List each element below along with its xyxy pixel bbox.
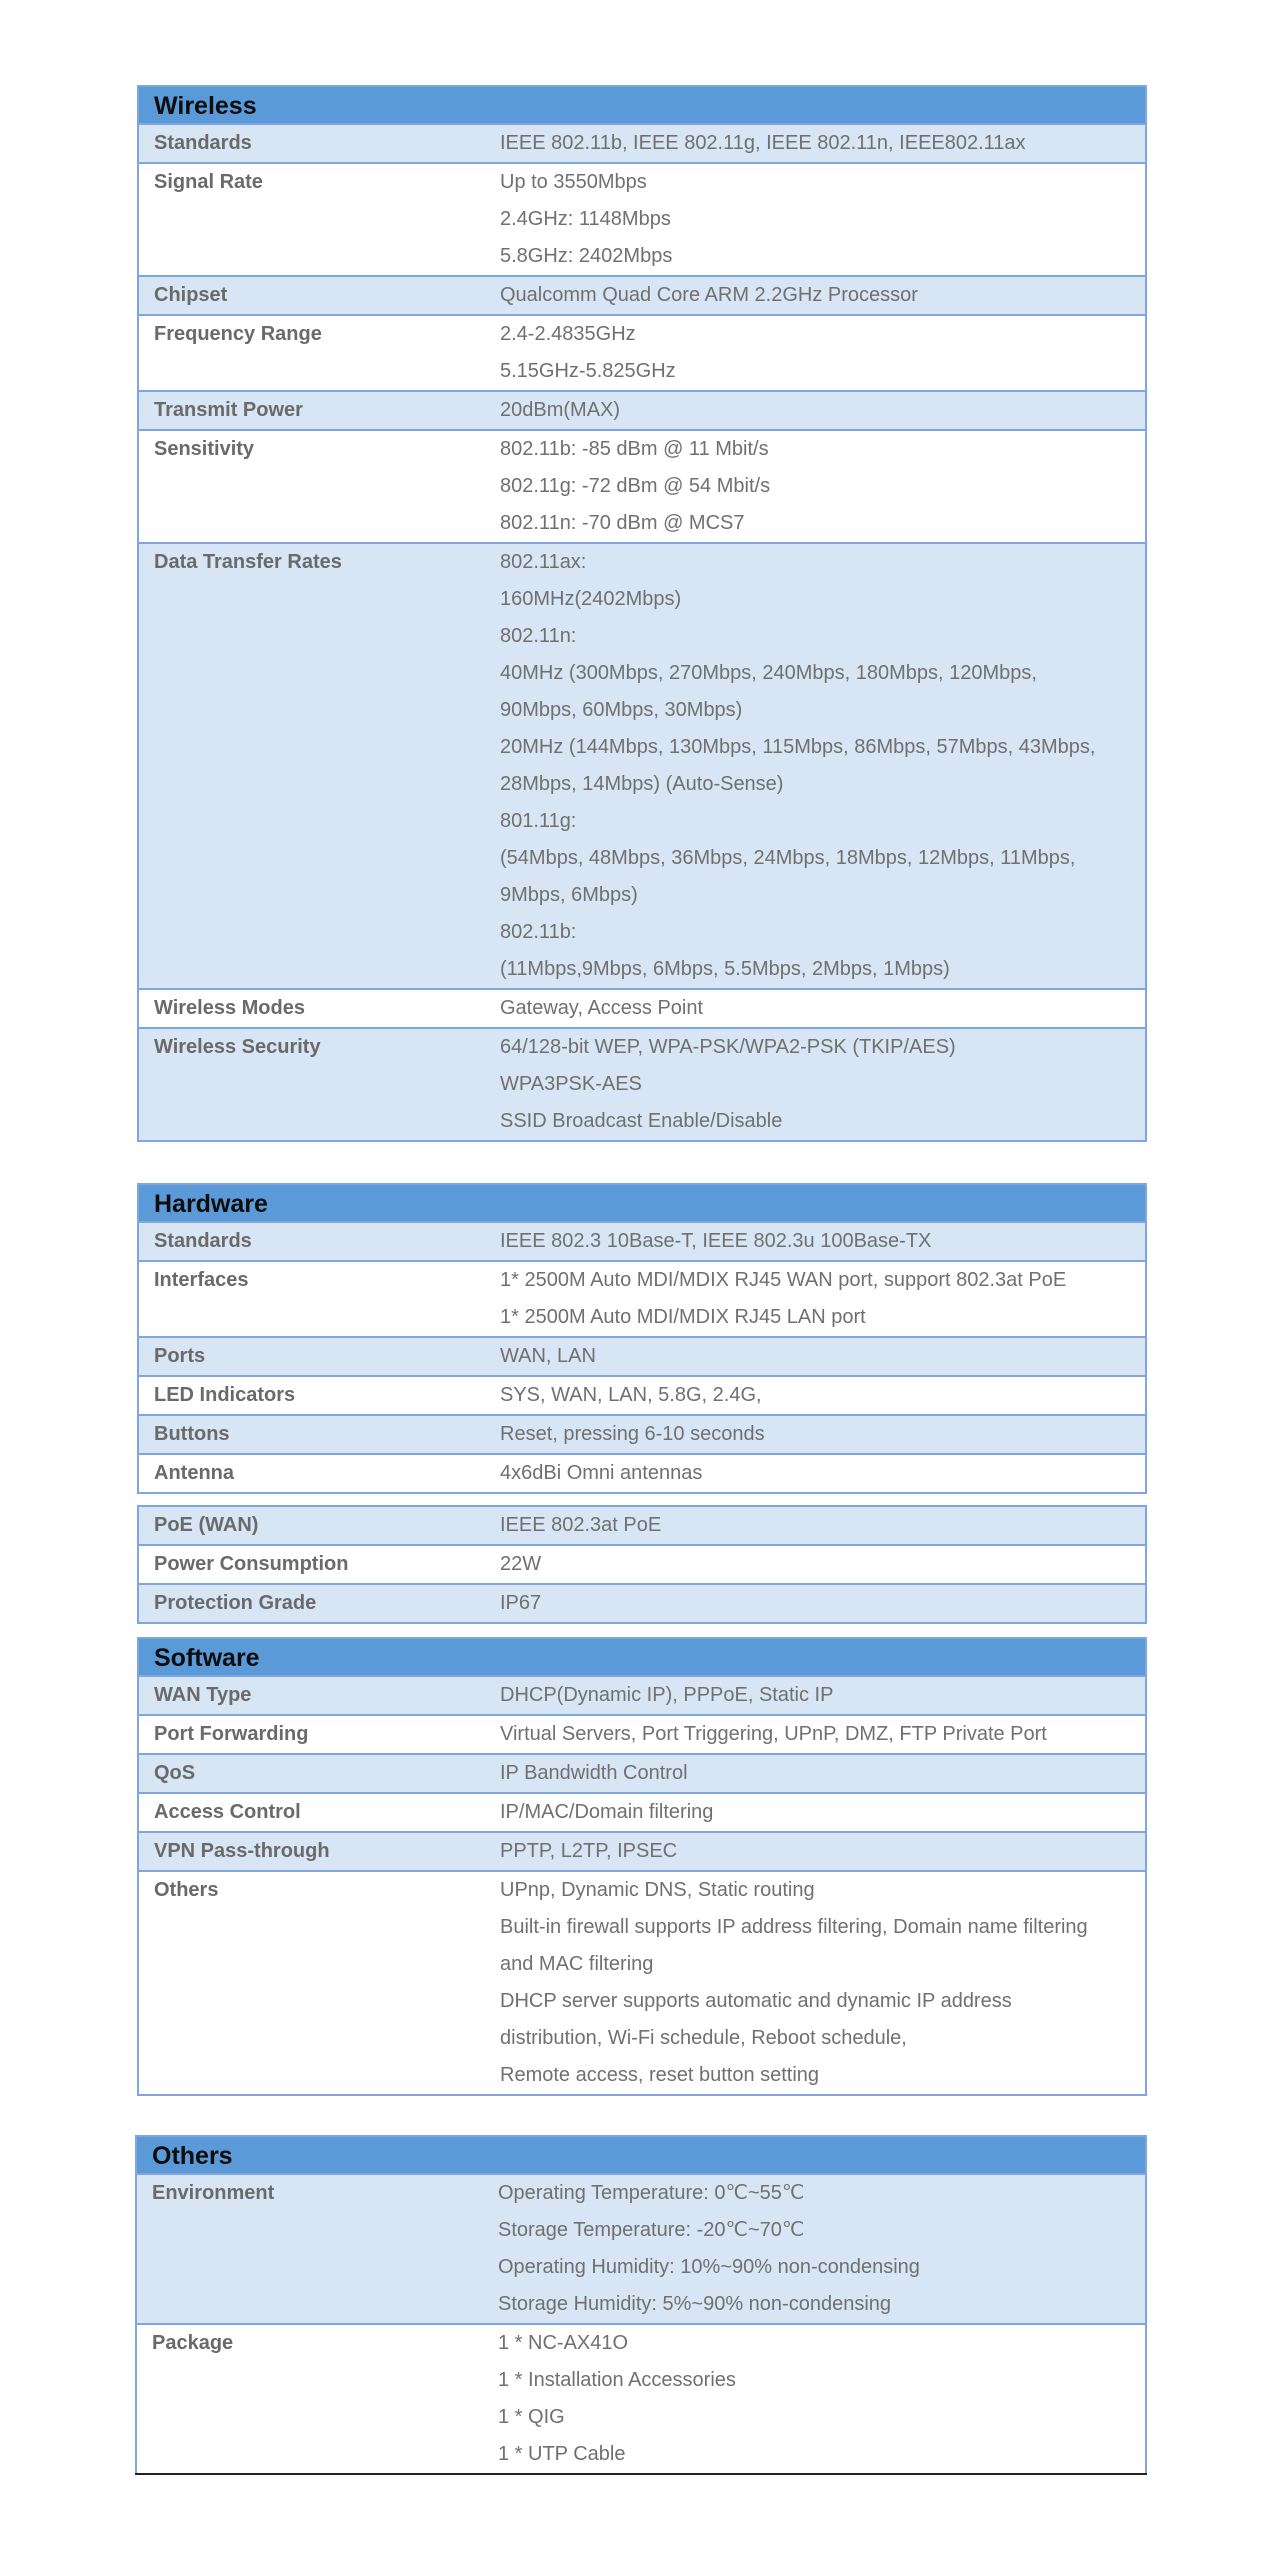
- power-section: [137, 1505, 1147, 1624]
- spec-value: [500, 1454, 1146, 1493]
- spec-row: [138, 1793, 1146, 1832]
- spec-label: Standards: [138, 124, 500, 163]
- spec-value-line: 4x6dBi Omni antennas: [500, 1462, 703, 1484]
- spec-value-line: 160MHz(2402Mbps): [500, 588, 682, 610]
- spec-label: Standards: [138, 1222, 500, 1261]
- spec-value-line: Qualcomm Quad Core ARM 2.2GHz Processor: [500, 284, 918, 306]
- section-title: Wireless: [137, 85, 1147, 123]
- spec-value: [500, 1376, 1146, 1415]
- software-section: [137, 1637, 1147, 2096]
- spec-value: [500, 124, 1146, 163]
- spec-value-line: 1* 2500M Auto MDI/MDIX RJ45 WAN port, support 802.3at PoE: [500, 1269, 1067, 1291]
- spec-value-line: IP Bandwidth Control: [500, 1762, 688, 1784]
- spec-value: [500, 276, 1146, 315]
- hardware-section: [137, 1183, 1147, 1494]
- spec-row: [138, 124, 1146, 163]
- spec-value-line: IEEE 802.11b, IEEE 802.11g, IEEE 802.11n, IEEE802.11ax: [500, 132, 1026, 154]
- spec-value-line: SYS, WAN, LAN, 5.8G, 2.4G,: [500, 1384, 762, 1406]
- spec-value: [498, 2174, 1146, 2324]
- spec-row: [138, 1584, 1146, 1623]
- spec-value-line: 5.8GHz: 2402Mbps: [500, 245, 673, 267]
- spec-table: [137, 1675, 1147, 2096]
- spec-value: [500, 163, 1146, 276]
- spec-value: [500, 1832, 1146, 1871]
- spec-label: Port Forwarding: [138, 1715, 500, 1754]
- spec-label: Wireless Modes: [138, 989, 500, 1028]
- spec-value: [500, 543, 1146, 989]
- spec-row: [138, 1871, 1146, 2095]
- spec-row: [138, 1506, 1146, 1545]
- spec-value-line: DHCP(Dynamic IP), PPPoE, Static IP: [500, 1684, 834, 1706]
- spec-value: [498, 2324, 1146, 2474]
- spec-label: Buttons: [138, 1415, 500, 1454]
- spec-value-line: PPTP, L2TP, IPSEC: [500, 1840, 678, 1862]
- spec-label: Data Transfer Rates: [138, 543, 500, 989]
- spec-value-line: 1 * QIG: [498, 2406, 565, 2428]
- spec-label: Environment: [136, 2174, 498, 2324]
- spec-label: Antenna: [138, 1454, 500, 1493]
- spec-value-line: IEEE 802.3 10Base-T, IEEE 802.3u 100Base-TX: [500, 1230, 932, 1252]
- spec-value: [500, 1222, 1146, 1261]
- spec-row: [138, 1754, 1146, 1793]
- spec-label: VPN Pass-through: [138, 1832, 500, 1871]
- spec-row: [138, 1376, 1146, 1415]
- spec-value-line: Up to 3550Mbps: [500, 171, 647, 193]
- spec-value: [500, 1415, 1146, 1454]
- spec-value-line: 90Mbps, 60Mbps, 30Mbps): [500, 699, 743, 721]
- spec-label: Access Control: [138, 1793, 500, 1832]
- spec-value: [500, 1871, 1146, 2095]
- spec-row: [138, 315, 1146, 391]
- spec-value: [500, 391, 1146, 430]
- spec-label: Others: [138, 1871, 500, 2095]
- spec-row: [138, 391, 1146, 430]
- spec-value-line: 2.4-2.4835GHz: [500, 323, 636, 345]
- spec-value-line: 9Mbps, 6Mbps): [500, 884, 638, 906]
- spec-label: Ports: [138, 1337, 500, 1376]
- spec-value-line: 28Mbps, 14Mbps) (Auto-Sense): [500, 773, 784, 795]
- spec-label: Protection Grade: [138, 1584, 500, 1623]
- spec-table: [137, 1505, 1147, 1624]
- spec-label: LED Indicators: [138, 1376, 500, 1415]
- spec-value-line: IP67: [500, 1592, 542, 1614]
- spec-value-line: 20MHz (144Mbps, 130Mbps, 115Mbps, 86Mbps, 57Mbps, 43Mbps,: [500, 736, 1096, 758]
- spec-row: [138, 430, 1146, 543]
- spec-row: [138, 276, 1146, 315]
- spec-value: [500, 989, 1146, 1028]
- spec-label: Chipset: [138, 276, 500, 315]
- spec-value-line: Storage Temperature: -20℃~70℃: [498, 2219, 805, 2241]
- spec-value-line: 801.11g:: [500, 810, 577, 832]
- spec-value-line: IP/MAC/Domain filtering: [500, 1801, 714, 1823]
- spec-value: [500, 1715, 1146, 1754]
- spec-value-line: Gateway, Access Point: [500, 997, 704, 1019]
- spec-value: [500, 1584, 1146, 1623]
- spec-value-line: WPA3PSK-AES: [500, 1073, 642, 1095]
- spec-label: Signal Rate: [138, 163, 500, 276]
- spec-label: Transmit Power: [138, 391, 500, 430]
- spec-value-line: 1 * Installation Accessories: [498, 2369, 736, 2391]
- spec-value-line: 802.11b: -85 dBm @ 11 Mbit/s: [500, 438, 769, 460]
- spec-value-line: Operating Temperature: 0℃~55℃: [498, 2182, 805, 2204]
- spec-value: [500, 315, 1146, 391]
- spec-value-line: (11Mbps,9Mbps, 6Mbps, 5.5Mbps, 2Mbps, 1Mbps): [500, 958, 950, 980]
- spec-value-line: 802.11g: -72 dBm @ 54 Mbit/s: [500, 475, 771, 497]
- spec-value-line: 1 * UTP Cable: [498, 2443, 626, 2465]
- spec-value: [500, 1028, 1146, 1141]
- spec-row: [136, 2174, 1146, 2324]
- spec-value-line: and MAC filtering: [500, 1953, 654, 1975]
- spec-value: [500, 430, 1146, 543]
- spec-value-line: DHCP server supports automatic and dynamic IP address: [500, 1990, 1012, 2012]
- section-title: Others: [135, 2135, 1147, 2173]
- spec-row: [136, 2324, 1146, 2474]
- spec-row: [138, 1337, 1146, 1376]
- spec-value-line: 802.11n:: [500, 625, 577, 647]
- spec-row: [138, 1676, 1146, 1715]
- spec-label: Wireless Security: [138, 1028, 500, 1141]
- spec-value: [500, 1261, 1146, 1337]
- spec-label: Interfaces: [138, 1261, 500, 1337]
- spec-value: [500, 1676, 1146, 1715]
- spec-label: Sensitivity: [138, 430, 500, 543]
- spec-value-line: Operating Humidity: 10%~90% non-condensing: [498, 2256, 920, 2278]
- spec-table: [137, 1221, 1147, 1494]
- wireless-section: [137, 85, 1147, 1142]
- spec-value-line: UPnp, Dynamic DNS, Static routing: [500, 1879, 815, 1901]
- spec-value-line: 22W: [500, 1553, 542, 1575]
- spec-value-line: distribution, Wi-Fi schedule, Reboot schedule,: [500, 2027, 907, 2049]
- spec-row: [138, 1454, 1146, 1493]
- spec-value-line: Reset, pressing 6-10 seconds: [500, 1423, 765, 1445]
- spec-value-line: Storage Humidity: 5%~90% non-condensing: [498, 2293, 892, 2315]
- spec-row: [138, 543, 1146, 989]
- spec-row: [138, 163, 1146, 276]
- spec-value-line: WAN, LAN: [500, 1345, 596, 1367]
- spec-value-line: 2.4GHz: 1148Mbps: [500, 208, 671, 230]
- spec-value-line: 5.15GHz-5.825GHz: [500, 360, 676, 382]
- spec-value-line: Remote access, reset button setting: [500, 2064, 820, 2086]
- spec-row: [138, 1715, 1146, 1754]
- spec-value-line: Built-in firewall supports IP address filtering, Domain name filtering: [500, 1916, 1088, 1938]
- spec-table: [135, 2173, 1147, 2475]
- spec-value: [500, 1337, 1146, 1376]
- spec-label: QoS: [138, 1754, 500, 1793]
- spec-value-line: 64/128-bit WEP, WPA-PSK/WPA2-PSK (TKIP/AES): [500, 1036, 956, 1058]
- spec-label: Package: [136, 2324, 498, 2474]
- spec-label: PoE (WAN): [138, 1506, 500, 1545]
- spec-row: [138, 1028, 1146, 1141]
- spec-row: [138, 1222, 1146, 1261]
- spec-value-line: 802.11ax:: [500, 551, 587, 573]
- spec-value-line: Virtual Servers, Port Triggering, UPnP, DMZ, FTP Private Port: [500, 1723, 1047, 1745]
- spec-label: Frequency Range: [138, 315, 500, 391]
- spec-value-line: SSID Broadcast Enable/Disable: [500, 1110, 783, 1132]
- spec-row: [138, 1261, 1146, 1337]
- spec-value-line: 802.11n: -70 dBm @ MCS7: [500, 512, 745, 534]
- spec-value: [500, 1754, 1146, 1793]
- spec-value: [500, 1506, 1146, 1545]
- spec-label: WAN Type: [138, 1676, 500, 1715]
- spec-row: [138, 1415, 1146, 1454]
- spec-value-line: 40MHz (300Mbps, 270Mbps, 240Mbps, 180Mbps, 120Mbps,: [500, 662, 1037, 684]
- spec-row: [138, 1545, 1146, 1584]
- spec-value-line: 1* 2500M Auto MDI/MDIX RJ45 LAN port: [500, 1306, 866, 1328]
- spec-value-line: (54Mbps, 48Mbps, 36Mbps, 24Mbps, 18Mbps, 12Mbps, 11Mbps,: [500, 847, 1076, 869]
- section-title: Hardware: [137, 1183, 1147, 1221]
- spec-value: [500, 1545, 1146, 1584]
- section-title: Software: [137, 1637, 1147, 1675]
- spec-value-line: 20dBm(MAX): [500, 399, 621, 421]
- spec-value-line: 1 * NC-AX41O: [498, 2332, 629, 2354]
- spec-value-line: 802.11b:: [500, 921, 577, 943]
- spec-value: [500, 1793, 1146, 1832]
- spec-table: [137, 123, 1147, 1142]
- spec-label: Power Consumption: [138, 1545, 500, 1584]
- others-section: [135, 2135, 1147, 2475]
- spec-row: [138, 1832, 1146, 1871]
- spec-row: [138, 989, 1146, 1028]
- spec-value-line: IEEE 802.3at PoE: [500, 1514, 662, 1536]
